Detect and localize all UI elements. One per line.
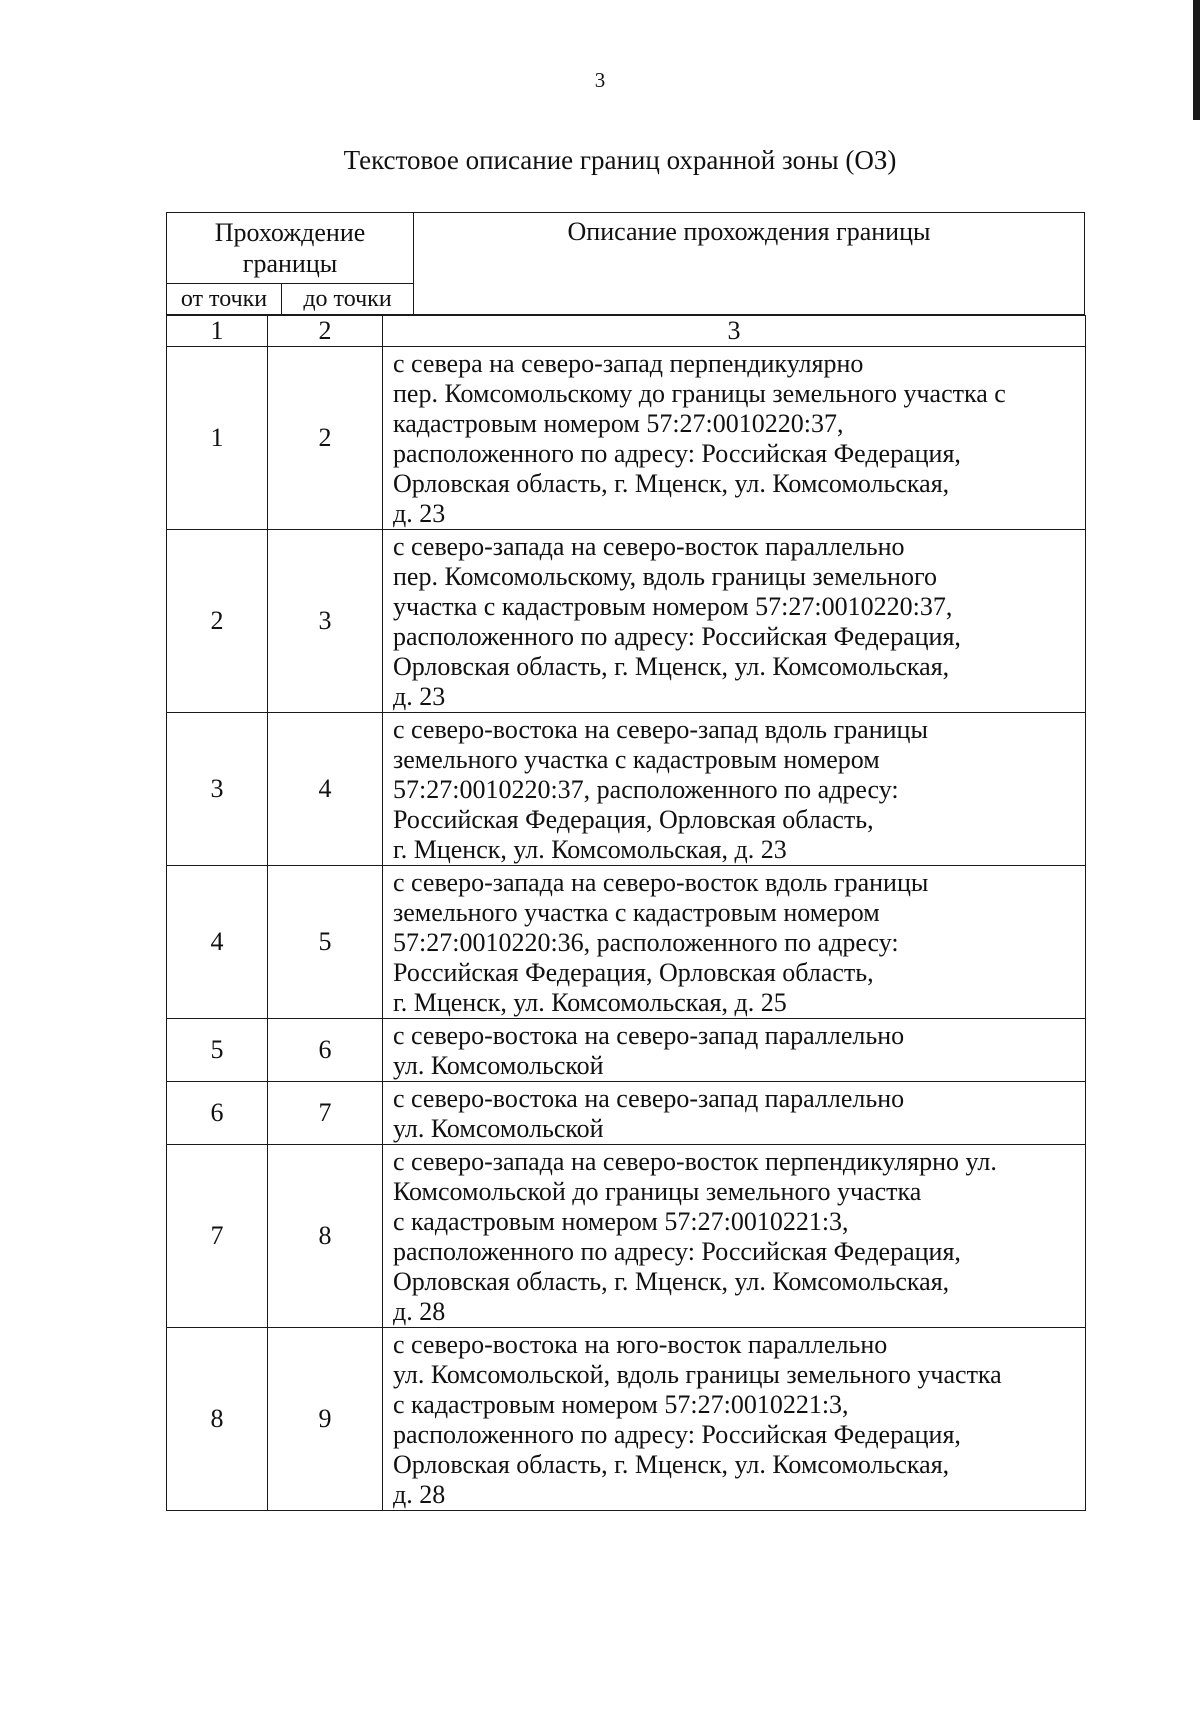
from-point: 1 xyxy=(167,347,268,530)
header-boundary-description: Описание прохождения границы xyxy=(414,213,1085,315)
table-row xyxy=(167,713,1086,866)
boundary-description: с северо-востока на северо-запад вдоль границы земельного участка с кадастровым номером 57:27:0010220:37, расположенного по адресу: Российская Федерация, Орловская область, г. Мценск, ул. Комсомольская, д. 23 xyxy=(383,713,1086,866)
from-point: 4 xyxy=(167,866,268,1019)
to-point: 6 xyxy=(268,1019,383,1082)
table-row xyxy=(167,866,1086,1019)
boundary-description: с северо-запада на северо-восток перпендикулярно ул. Комсомольской до границы земельного участка с кадастровым номером 57:27:0010221:3, расположенного по адресу: Российская Федерация, Орловская область, г. Мценск, ул. Комсомольская, д. 28 xyxy=(383,1145,1086,1328)
table-row xyxy=(167,1145,1086,1328)
column-number: 3 xyxy=(383,316,1086,347)
table-row xyxy=(167,1082,1086,1145)
column-number-row xyxy=(167,316,1086,347)
boundary-description: с северо-запада на северо-восток вдоль границы земельного участка с кадастровым номером 57:27:0010220:36, расположенного по адресу: Российская Федерация, Орловская область, г. Мценск, ул. Комсомольская, д. 25 xyxy=(383,866,1086,1019)
header-to-point: до точки xyxy=(282,284,414,315)
table-row xyxy=(167,530,1086,713)
header-from-point: от точки xyxy=(167,284,282,315)
from-point: 5 xyxy=(167,1019,268,1082)
boundary-description: с северо-востока на северо-запад параллельно ул. Комсомольской xyxy=(383,1082,1086,1145)
from-point: 6 xyxy=(167,1082,268,1145)
to-point: 7 xyxy=(268,1082,383,1145)
from-point: 7 xyxy=(167,1145,268,1328)
boundary-description: с северо-востока на северо-запад параллельно ул. Комсомольской xyxy=(383,1019,1086,1082)
to-point: 4 xyxy=(268,713,383,866)
boundary-description: с севера на северо-запад перпендикулярно пер. Комсомольскому до границы земельного участка с кадастровым номером 57:27:0010220:37, расположенного по адресу: Российская Федерация, Орловская область, г. Мценск, ул. Комсомольская, д. 23 xyxy=(383,347,1086,530)
boundary-table xyxy=(166,315,1086,1511)
from-point: 3 xyxy=(167,713,268,866)
table-row xyxy=(167,347,1086,530)
page-edge-mark xyxy=(1193,0,1200,120)
boundary-table-header xyxy=(166,212,1085,315)
to-point: 2 xyxy=(268,347,383,530)
header-boundary-passage: Прохождение границы xyxy=(167,213,414,284)
column-number: 2 xyxy=(268,316,383,347)
table-row xyxy=(167,1328,1086,1511)
to-point: 5 xyxy=(268,866,383,1019)
to-point: 3 xyxy=(268,530,383,713)
from-point: 8 xyxy=(167,1328,268,1511)
to-point: 9 xyxy=(268,1328,383,1511)
boundary-description: с северо-востока на юго-восток параллельно ул. Комсомольской, вдоль границы земельного участка с кадастровым номером 57:27:0010221:3, расположенного по адресу: Российская Федерация, Орловская область, г. Мценск, ул. Комсомольская, д. 28 xyxy=(383,1328,1086,1511)
boundary-description: с северо-запада на северо-восток параллельно пер. Комсомольскому, вдоль границы земельного участка с кадастровым номером 57:27:0010220:37, расположенного по адресу: Российская Федерация, Орловская область, г. Мценск, ул. Комсомольская, д. 23 xyxy=(383,530,1086,713)
from-point: 2 xyxy=(167,530,268,713)
document-title: Текстовое описание границ охранной зоны (ОЗ) xyxy=(343,145,897,175)
table-row xyxy=(167,1019,1086,1082)
page-number: 3 xyxy=(594,68,606,92)
column-number: 1 xyxy=(167,316,268,347)
to-point: 8 xyxy=(268,1145,383,1328)
